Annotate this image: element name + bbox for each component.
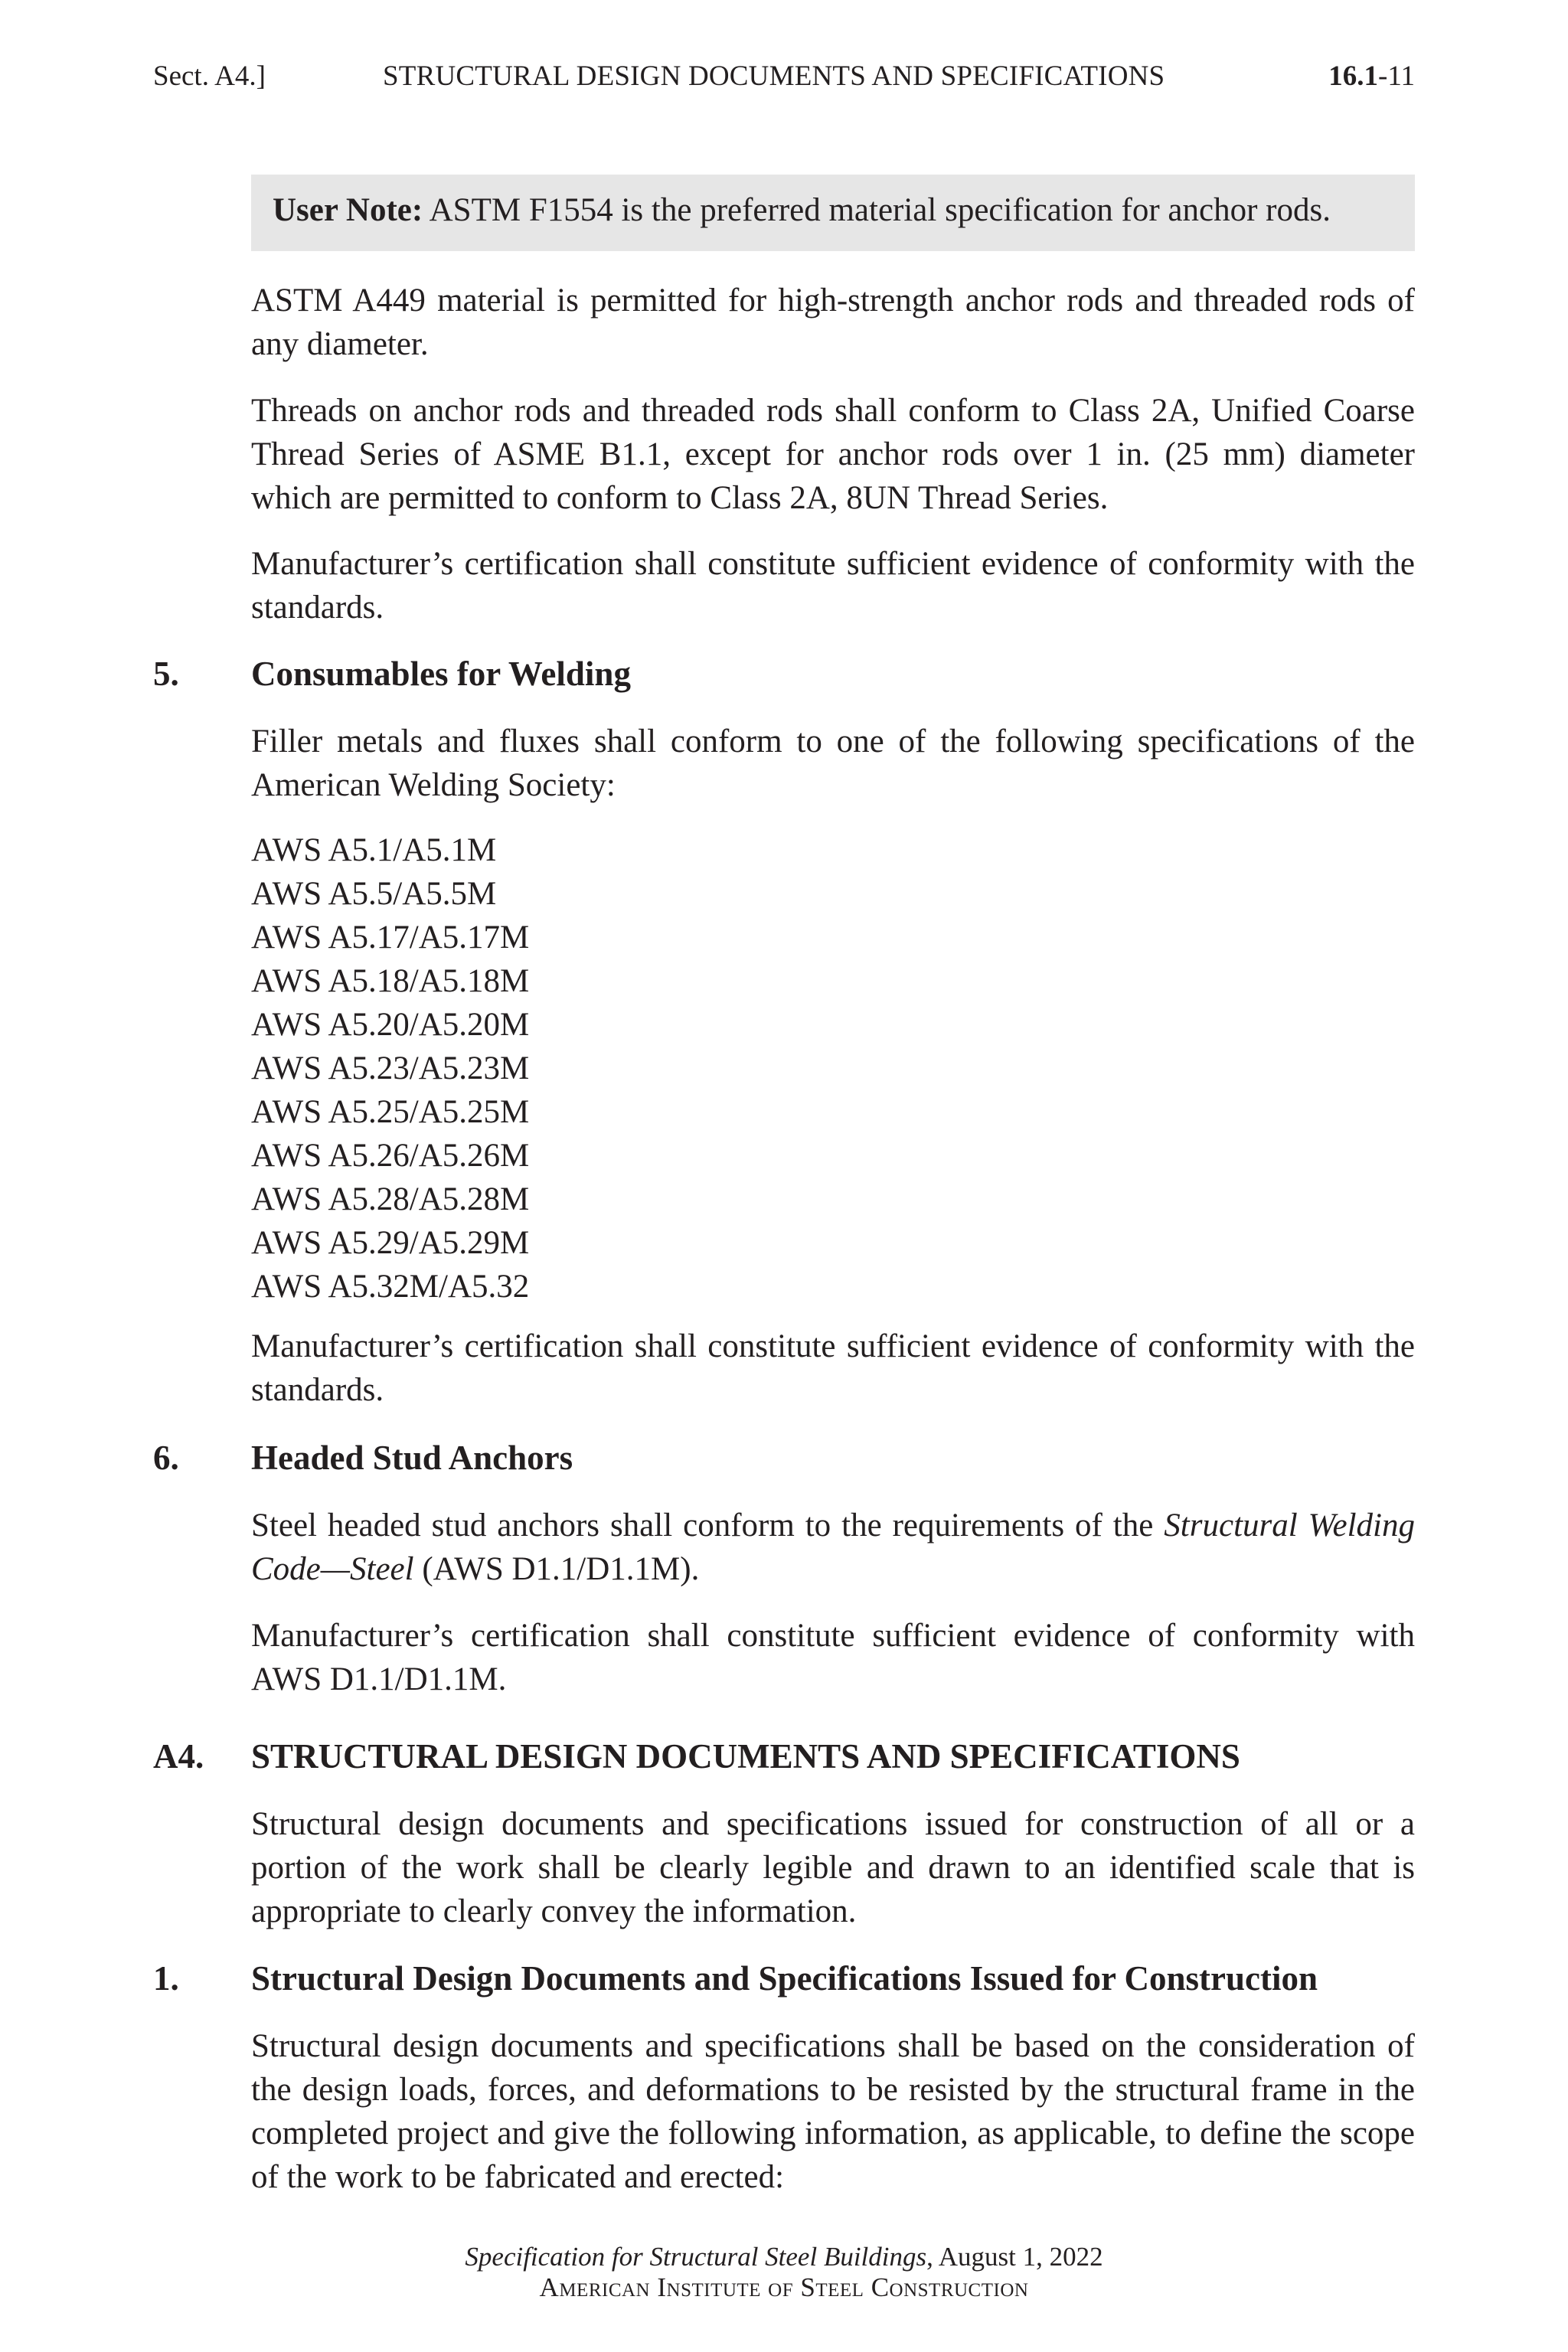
section-6-p1-text-a: Steel headed stud anchors shall conform to the requirements of the	[251, 1508, 1165, 1544]
user-note-text: ASTM F1554 is the preferred material specification for anchor rods.	[423, 192, 1331, 228]
list-item: AWS A5.23/A5.23M	[251, 1050, 530, 1086]
section-6-title: Headed Stud Anchors	[251, 1439, 573, 1477]
section-6-paragraph-1	[251, 1504, 1415, 1591]
aws-spec-list	[251, 828, 1415, 1308]
page-number-page: -11	[1378, 60, 1415, 92]
list-item: AWS A5.25/A5.25M	[251, 1094, 530, 1130]
section-6-number: 6.	[153, 1439, 179, 1477]
section-reference: Sect. A4.]	[153, 60, 266, 92]
section-6-paragraph-2-block	[251, 1614, 1415, 1701]
section-a4-number: A4.	[153, 1737, 204, 1775]
list-item: AWS A5.18/A5.18M	[251, 963, 530, 999]
list-item: AWS A5.20/A5.20M	[251, 1007, 530, 1043]
aws-spec-list-block	[251, 828, 1415, 1308]
list-item: AWS A5.17/A5.17M	[251, 920, 530, 956]
section-5-title: Consumables for Welding	[251, 655, 631, 693]
list-item: AWS A5.29/A5.29M	[251, 1225, 530, 1261]
anchor-rods-paragraph-2-block	[251, 389, 1415, 520]
footer-publication-line	[0, 2242, 1568, 2272]
subsection-1-paragraph: Structural design documents and specifications shall be based on the consideration of the design loads, forces, and deformations to be resisted by the structural frame in the completed project and give the following information, as applicable, to define the scope of the work to be fabricated and erected:	[251, 2028, 1415, 2195]
running-title: STRUCTURAL DESIGN DOCUMENTS AND SPECIFICATIONS	[383, 60, 1165, 92]
page-number	[1328, 58, 1415, 95]
section-a4-paragraph-block	[251, 1802, 1415, 1933]
anchor-rods-paragraph-3: Manufacturer’s certification shall constitute sufficient evidence of conformity with the standards.	[251, 546, 1415, 626]
anchor-rods-paragraph-1-block	[251, 279, 1415, 366]
anchor-rods-paragraph-3-block	[251, 542, 1415, 629]
list-item: AWS A5.5/A5.5M	[251, 876, 497, 912]
footer-publication-title: Specification for Structural Steel Buildings	[465, 2242, 927, 2272]
footer-publisher: American Institute of Steel Construction	[539, 2272, 1029, 2302]
section-5-closing: Manufacturer’s certification shall constitute sufficient evidence of conformity with the standards.	[251, 1328, 1415, 1408]
anchor-rods-paragraph-2: Threads on anchor rods and threaded rods shall conform to Class 2A, Unified Coarse Thread Series of ASME B1.1, except for anchor rods over 1 in. (25 mm) diameter which are permitted to conform to Class 2A, 8UN Thread Series.	[251, 393, 1415, 516]
subsection-1-title: Structural Design Documents and Specifications Issued for Construction	[251, 1959, 1318, 1998]
user-note-label: User Note:	[273, 192, 423, 228]
section-5-intro-block	[251, 720, 1415, 807]
anchor-rods-paragraph-1: ASTM A449 material is permitted for high-strength anchor rods and threaded rods of any diameter.	[251, 283, 1415, 362]
section-5-intro: Filler metals and fluxes shall conform to one of the following specifications of the American Welding Society:	[251, 724, 1415, 803]
subsection-1-paragraph-block	[251, 2024, 1415, 2199]
page-number-chapter: 16.1	[1328, 60, 1379, 92]
page-footer	[0, 2242, 1568, 2303]
user-note-box	[251, 175, 1415, 251]
list-item: AWS A5.1/A5.1M	[251, 832, 497, 868]
list-item: AWS A5.28/A5.28M	[251, 1181, 530, 1217]
section-a4-title: STRUCTURAL DESIGN DOCUMENTS AND SPECIFICATIONS	[251, 1737, 1240, 1775]
section-6-paragraph-2: Manufacturer’s certification shall constitute sufficient evidence of conformity with AWS D1.1/D1.1M.	[251, 1618, 1415, 1697]
section-a4-paragraph: Structural design documents and specifications issued for construction of all or a portion of the work shall be clearly legible and drawn to an identified scale that is appropriate to clearly convey the information.	[251, 1806, 1415, 1929]
section-5-closing-block	[251, 1325, 1415, 1412]
footer-publication-date: , August 1, 2022	[926, 2242, 1103, 2272]
running-header	[153, 58, 1415, 95]
subsection-1-number: 1.	[153, 1959, 179, 1998]
structural-welding-code-title: Structural Welding Code—Steel	[251, 1508, 1415, 1587]
list-item: AWS A5.32M/A5.32	[251, 1269, 530, 1305]
section-6-paragraph-1-block	[251, 1504, 1415, 1591]
section-6-p1-text-b: (AWS D1.1/D1.1M).	[413, 1551, 700, 1587]
section-5-number: 5.	[153, 655, 179, 693]
list-item: AWS A5.26/A5.26M	[251, 1138, 530, 1174]
